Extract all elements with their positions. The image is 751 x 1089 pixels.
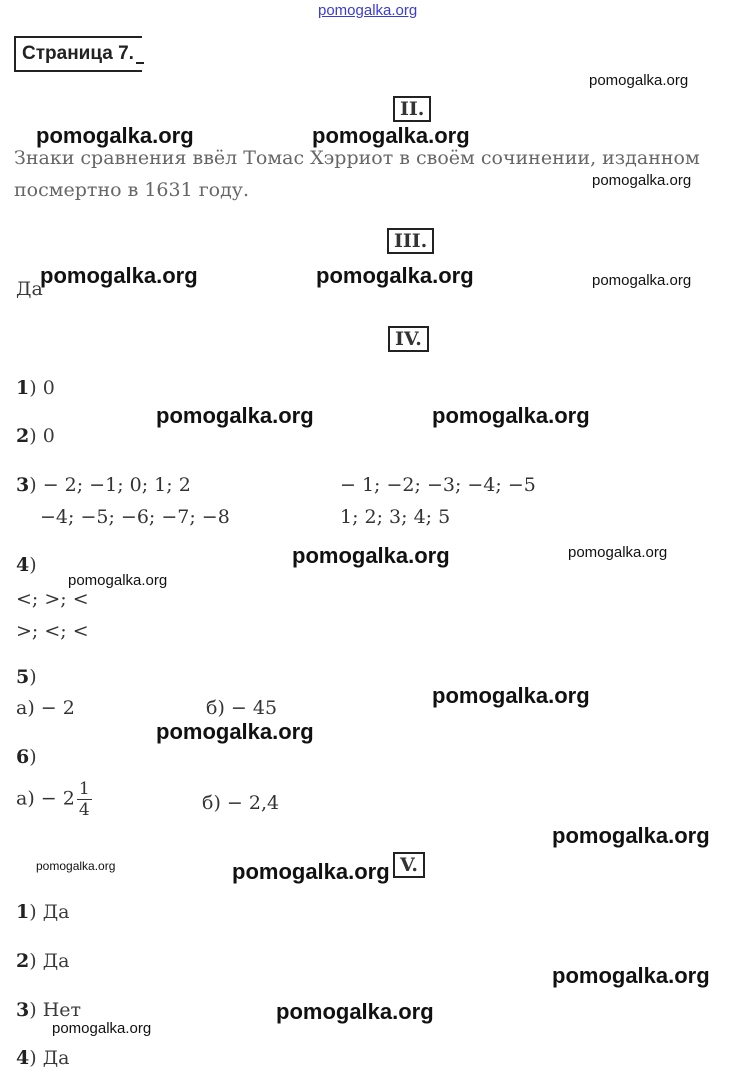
v-item-4-paren: ) bbox=[29, 1047, 37, 1069]
iv-q1-number: 1 bbox=[16, 377, 30, 399]
watermark: pomogalka.org bbox=[432, 683, 590, 708]
watermark: pomogalka.org bbox=[589, 72, 689, 89]
watermark: pomogalka.org bbox=[276, 999, 434, 1024]
watermark: pomogalka.org bbox=[52, 1020, 152, 1037]
iv-q6-answer-a-prefix: а) − 2 bbox=[16, 787, 75, 810]
watermark: pomogalka.org bbox=[432, 403, 590, 428]
iv-q3-sequence-d: 1; 2; 3; 4; 5 bbox=[340, 506, 451, 528]
section-iii-answer: Да bbox=[16, 278, 43, 300]
iv-q3-paren: ) bbox=[29, 474, 37, 496]
section-v-heading: V. bbox=[393, 852, 425, 878]
iv-q6-paren: ) bbox=[29, 746, 37, 768]
iv-q4-line2: >; <; < bbox=[16, 620, 89, 642]
iv-q1 bbox=[16, 377, 55, 399]
v-item-1-paren: ) bbox=[29, 901, 37, 923]
iv-q5-answer-b: б) − 45 bbox=[206, 697, 278, 719]
iv-q5-number: 5 bbox=[16, 666, 30, 688]
watermark: pomogalka.org bbox=[312, 123, 470, 148]
v-item-2-paren: ) bbox=[29, 950, 37, 972]
v-item-4-answer: Да bbox=[36, 1047, 70, 1069]
iv-q1-answer: 0 bbox=[36, 377, 55, 399]
v-item-1-answer: Да bbox=[36, 901, 70, 923]
iv-q6-number: 6 bbox=[16, 746, 30, 768]
iv-q6-answer-b: б) − 2,4 bbox=[202, 792, 280, 814]
iv-q5-answer-a: а) − 2 bbox=[16, 697, 75, 719]
watermark: pomogalka.org bbox=[232, 859, 390, 884]
iv-q4-number: 4 bbox=[16, 554, 30, 576]
watermark: pomogalka.org bbox=[316, 263, 474, 288]
iv-q4 bbox=[16, 554, 37, 576]
watermark: pomogalka.org bbox=[68, 572, 168, 589]
v-item-2-answer: Да bbox=[36, 950, 70, 972]
section-ii-heading: II. bbox=[393, 96, 431, 122]
iv-q5-paren: ) bbox=[29, 666, 37, 688]
v-item-3-paren: ) bbox=[29, 999, 37, 1021]
watermark: pomogalka.org bbox=[156, 403, 314, 428]
iv-q2-number: 2 bbox=[16, 425, 30, 447]
iv-q3-sequence-b: − 1; −2; −3; −4; −5 bbox=[340, 474, 536, 496]
v-item-3-answer: Нет bbox=[36, 999, 82, 1021]
iv-q4-line1: <; >; < bbox=[16, 588, 89, 610]
iv-q6 bbox=[16, 746, 37, 768]
v-item-4-number: 4 bbox=[16, 1047, 30, 1069]
iv-q6-fraction-numerator: 1 bbox=[78, 779, 90, 799]
watermark: pomogalka.org bbox=[156, 719, 314, 744]
iv-q1-paren: ) bbox=[29, 377, 37, 399]
section-iii-heading: III. bbox=[387, 228, 434, 254]
watermark: pomogalka.org bbox=[568, 544, 668, 561]
v-item-2 bbox=[16, 950, 69, 972]
iv-q6-fraction bbox=[77, 779, 92, 820]
v-item-3-number: 3 bbox=[16, 999, 30, 1021]
iv-q2 bbox=[16, 425, 55, 447]
iv-q4-paren: ) bbox=[29, 554, 37, 576]
watermark: pomogalka.org bbox=[292, 543, 450, 568]
iv-q6-answer-a bbox=[16, 779, 92, 820]
v-item-3 bbox=[16, 999, 81, 1021]
watermark: pomogalka.org bbox=[592, 272, 692, 289]
watermark: pomogalka.org bbox=[36, 859, 116, 873]
watermark: pomogalka.org bbox=[552, 963, 710, 988]
v-item-4 bbox=[16, 1047, 69, 1069]
top-watermark-link[interactable]: pomogalka.org bbox=[318, 2, 418, 19]
watermark: pomogalka.org bbox=[592, 172, 692, 189]
v-item-1 bbox=[16, 901, 69, 923]
iv-q3-sequence-c: −4; −5; −6; −7; −8 bbox=[40, 506, 230, 528]
iv-q3-sequence-a: − 2; −1; 0; 1; 2 bbox=[36, 474, 191, 496]
watermark: pomogalka.org bbox=[552, 823, 710, 848]
section-ii-text-line2: посмертно в 1631 году. bbox=[14, 179, 250, 201]
iv-q2-paren: ) bbox=[29, 425, 37, 447]
iv-q2-answer: 0 bbox=[36, 425, 55, 447]
iv-q3-number: 3 bbox=[16, 474, 30, 496]
section-ii-text-line1: Знаки сравнения ввёл Томас Хэрриот в своём сочинении, изданном bbox=[14, 147, 700, 169]
iv-q5 bbox=[16, 666, 37, 688]
v-item-1-number: 1 bbox=[16, 901, 30, 923]
page-label: Страница 7. bbox=[14, 36, 142, 72]
iv-q6-fraction-denominator: 4 bbox=[78, 800, 90, 820]
section-iv-heading: IV. bbox=[388, 326, 429, 352]
watermark: pomogalka.org bbox=[36, 123, 194, 148]
iv-q3-line1-left bbox=[16, 474, 191, 496]
v-item-2-number: 2 bbox=[16, 950, 30, 972]
watermark: pomogalka.org bbox=[40, 263, 198, 288]
